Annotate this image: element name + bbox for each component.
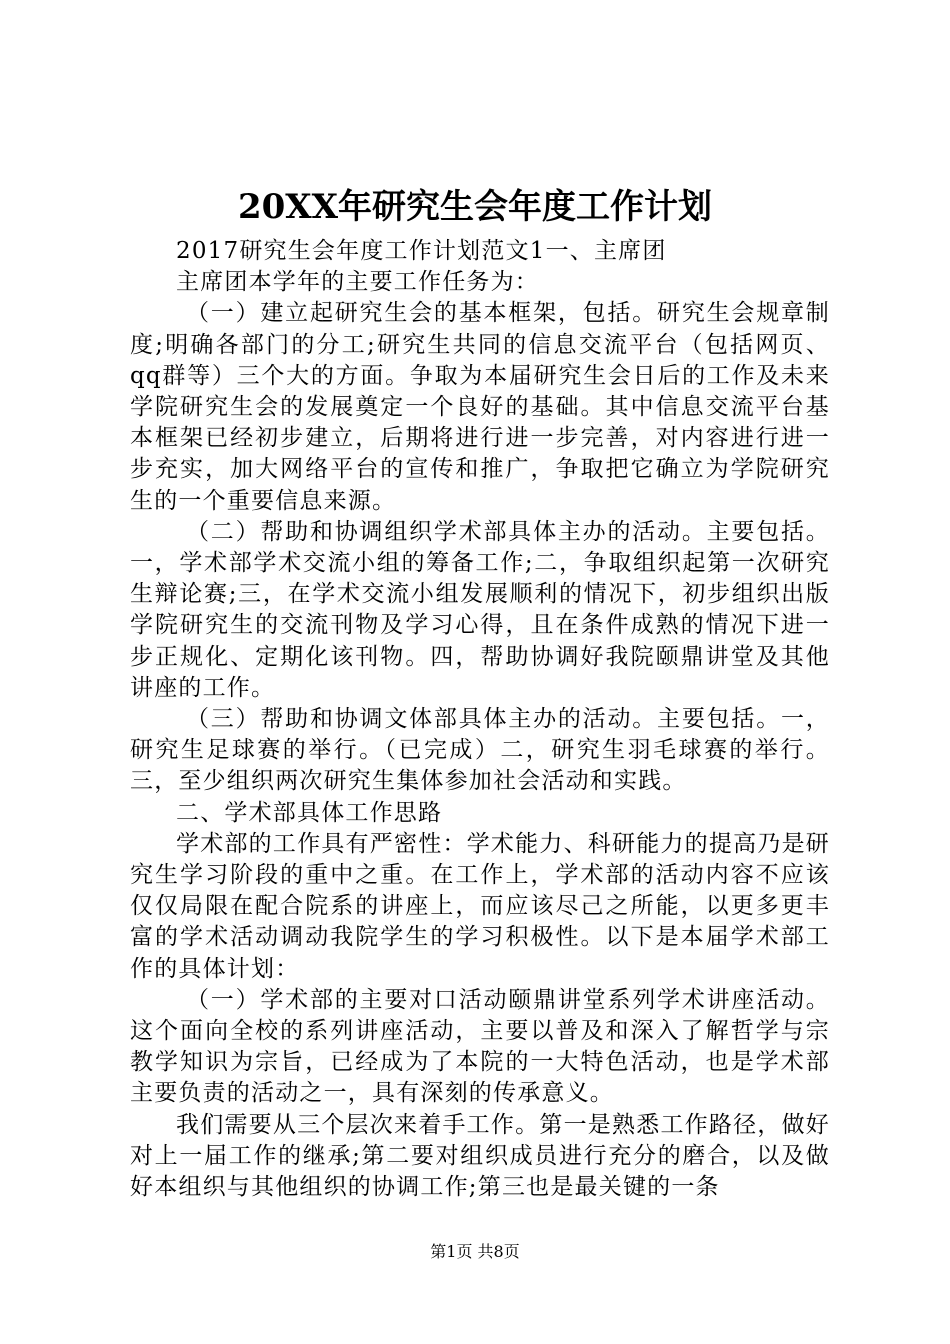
- paragraph-academic-item-1: （一）学术部的主要对口活动颐鼎讲堂系列学术讲座活动。这个面向全校的系列讲座活动，主要以普及和深入了解哲学与宗教学知识为宗旨，已经成为了本院的一大特色活动，也是学术部主要负责的活动之一，具有深刻的传承意义。: [130, 986, 830, 1107]
- paragraph-intro: 2017研究生会年度工作计划范文1一、主席团: [176, 238, 667, 264]
- paragraph-item-1: （一）建立起研究生会的基本框架，包括。研究生会规章制度;明确各部门的分工;研究生共同的信息交流平台（包括网页、qq群等）三个大的方面。争取为本届研究生会日后的工作及未来学院研究生会的发展奠定一个良好的基础。其中信息交流平台基本框架已经初步建立，后期将进行进一步完善，对内容进行进一步充实，加大网络平台的宣传和推广，争取把它确立为学院研究生的一个重要信息来源。: [130, 300, 830, 514]
- section-heading-academic: 二、学术部具体工作思路: [176, 799, 443, 826]
- paragraph-three-levels: 我们需要从三个层次来着手工作。第一是熟悉工作路径，做好对上一届工作的继承;第二要对组织成员进行充分的磨合，以及做好本组织与其他组织的协调工作;第三也是最关键的一条: [130, 1111, 830, 1201]
- paragraph-tasks-heading: 主席团本学年的主要工作任务为：: [176, 269, 539, 296]
- paragraph-item-2: （二）帮助和协调组织学术部具体主办的活动。主要包括。一，学术部学术交流小组的筹备工作;二，争取组织起第一次研究生辩论赛;三，在学术交流小组发展顺利的情况下，初步组织出版学院研究生的交流刊物及学习心得，且在条件成熟的情况下进一步正规化、定期化该刊物。四，帮助协调好我院颐鼎讲堂及其他讲座的工作。: [130, 518, 830, 701]
- document-title: 20XX年研究生会年度工作计划: [237, 187, 713, 227]
- paragraph-item-3: （三）帮助和协调文体部具体主办的活动。主要包括。一，研究生足球赛的举行。（已完成）二，研究生羽毛球赛的举行。三，至少组织两次研究生集体参加社会活动和实践。: [130, 706, 830, 795]
- paragraph-academic-overview: 学术部的工作具有严密性：学术能力、科研能力的提高乃是研究生学习阶段的重中之重。在工作上，学术部的活动内容不应该仅仅局限在配合院系的讲座上，而应该尽己之所能，以更多更丰富的学术活动调动我院学生的学习积极性。以下是本届学术部工作的具体计划：: [130, 830, 830, 982]
- document-body: [130, 236, 830, 1203]
- page-number: 第1页 共8页: [430, 1242, 520, 1261]
